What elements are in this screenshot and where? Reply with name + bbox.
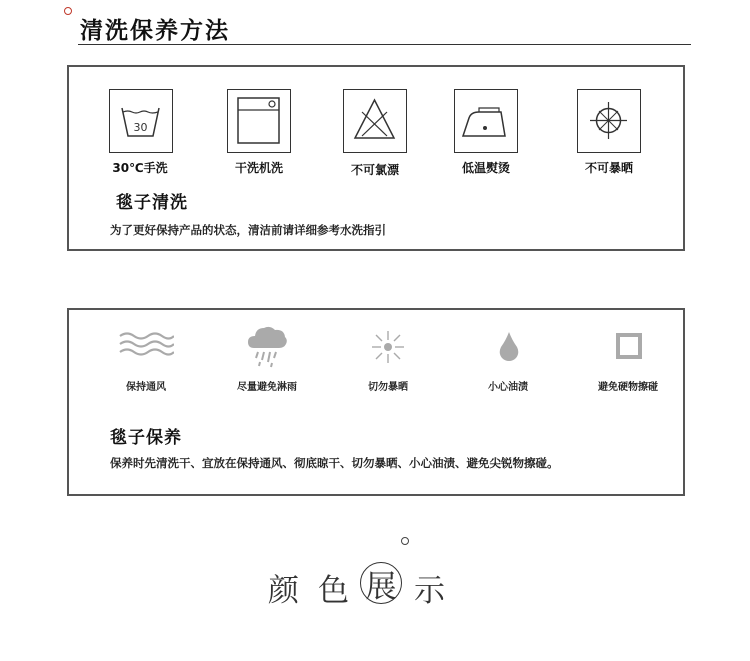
footer-char-4: 示: [414, 573, 445, 609]
washing-description: 为了更好保持产品的状态，清洁前请详细参考水洗指引: [110, 223, 386, 237]
no-sun-icon: [577, 89, 641, 153]
no-bleach-icon: [343, 89, 407, 153]
footer-char-2: 色: [318, 573, 349, 609]
sun-icon: [371, 330, 405, 364]
page-title: 清洗保养方法: [80, 17, 230, 44]
care-heading: 毯子保养: [110, 428, 182, 448]
svg-text:30: 30: [133, 121, 148, 134]
header-accent-dot: [64, 7, 72, 15]
low-iron-icon: [454, 89, 518, 153]
wash-label-low-iron: 低温熨烫: [461, 161, 510, 175]
washing-heading: 毯子清洗: [116, 193, 188, 213]
care-description: 保养时先清洗干、宜放在保持通风、彻底晾干、切勿暴晒、小心油渍、避免尖锐物擦碰。: [110, 456, 559, 470]
footer-char-1: 颜: [268, 573, 299, 609]
wash-label-hand-wash: 30℃手洗: [112, 161, 168, 175]
care-label-hard-object: 避免硬物擦碰: [598, 382, 658, 393]
wash-label-machine-wash: 干洗机洗: [234, 161, 283, 175]
care-label-oil-stain: 小心油渍: [488, 382, 528, 393]
machine-wash-icon: [227, 89, 291, 153]
care-label-ventilation: 保持通风: [126, 382, 166, 393]
rain-cloud-icon: [246, 322, 288, 368]
wash-label-no-sun: 不可暴晒: [584, 161, 633, 175]
ventilation-icon: [118, 330, 174, 358]
footer-accent-dot: [401, 537, 409, 545]
care-label-avoid-rain: 尽量避免淋雨: [237, 382, 297, 393]
footer-char-3-circled: 展: [360, 562, 402, 604]
hand-wash-30-icon: [109, 89, 173, 153]
header-divider: [78, 44, 691, 45]
oil-drop-icon: [498, 330, 520, 362]
hard-object-icon: [616, 333, 642, 359]
care-label-avoid-sun: 切勿暴晒: [368, 382, 408, 393]
wash-label-no-bleach: 不可氯漂: [350, 163, 399, 177]
